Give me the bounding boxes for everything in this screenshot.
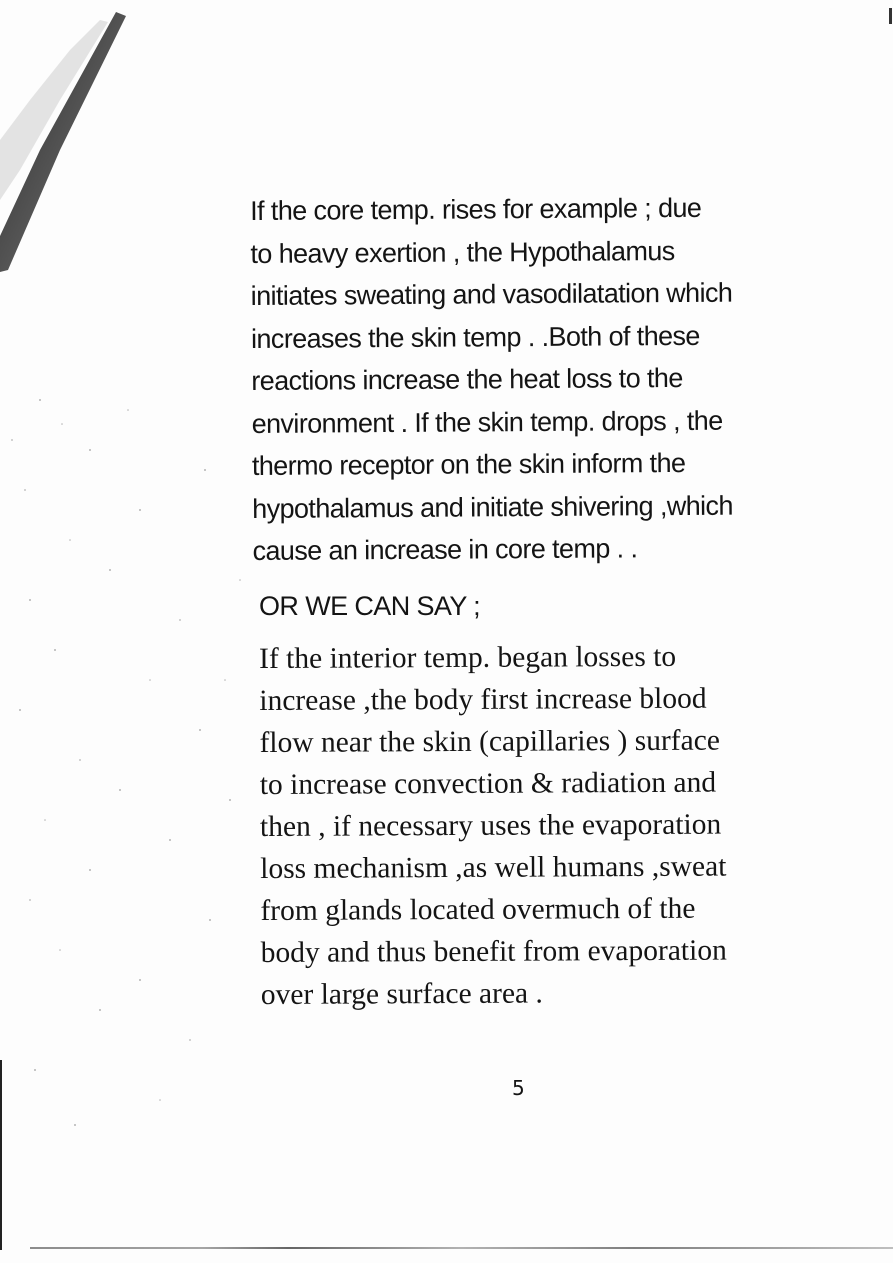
- paragraph-line: body and thus benefit from evaporation: [260, 934, 727, 969]
- scan-speckle-artifact: [0, 380, 260, 1140]
- scan-bottom-rule: [30, 1247, 893, 1249]
- paragraph-line: thermo receptor on the skin inform the: [251, 447, 686, 481]
- paragraph-line: cause an increase in core temp . .: [252, 533, 638, 566]
- paragraph-line: environment . If the skin temp. drops , the: [251, 405, 723, 439]
- paragraph-line: flow near the skin (capillaries ) surface: [259, 724, 720, 759]
- paragraph-line: If the core temp. rises for example ; due: [250, 192, 702, 226]
- paragraph-line: then , if necessary uses the evaporation: [259, 808, 722, 843]
- paragraph-line: to heavy exertion , the Hypothalamus: [250, 235, 675, 269]
- paragraph-line: loss mechanism ,as well humans ,sweat: [260, 850, 727, 885]
- page-number: 5: [512, 1076, 525, 1100]
- paragraph-line: increase ,the body first increase blood: [259, 682, 707, 717]
- paragraph-line: hypothalamus and initiate shivering ,which: [252, 490, 733, 524]
- paragraph-line: If the interior temp. began losses to: [259, 640, 677, 675]
- scan-left-edge: [0, 1060, 2, 1250]
- paragraph-line: initiates sweating and vasodilatation which: [250, 277, 733, 311]
- paragraph-line: from glands located overmuch of the: [260, 892, 696, 927]
- paragraph-line: increases the skin temp . .Both of these: [250, 320, 700, 354]
- paragraph-line: reactions increase the heat loss to the: [251, 362, 683, 396]
- paragraph-interior-temperature: [259, 635, 821, 1016]
- paragraph-line: to increase convection & radiation and: [259, 766, 717, 801]
- section-heading: OR WE CAN SAY ;: [259, 591, 481, 621]
- paragraph-line: over large surface area .: [260, 977, 543, 1011]
- scan-edge-mark: [889, 8, 892, 24]
- paragraph-core-temperature: [250, 186, 813, 572]
